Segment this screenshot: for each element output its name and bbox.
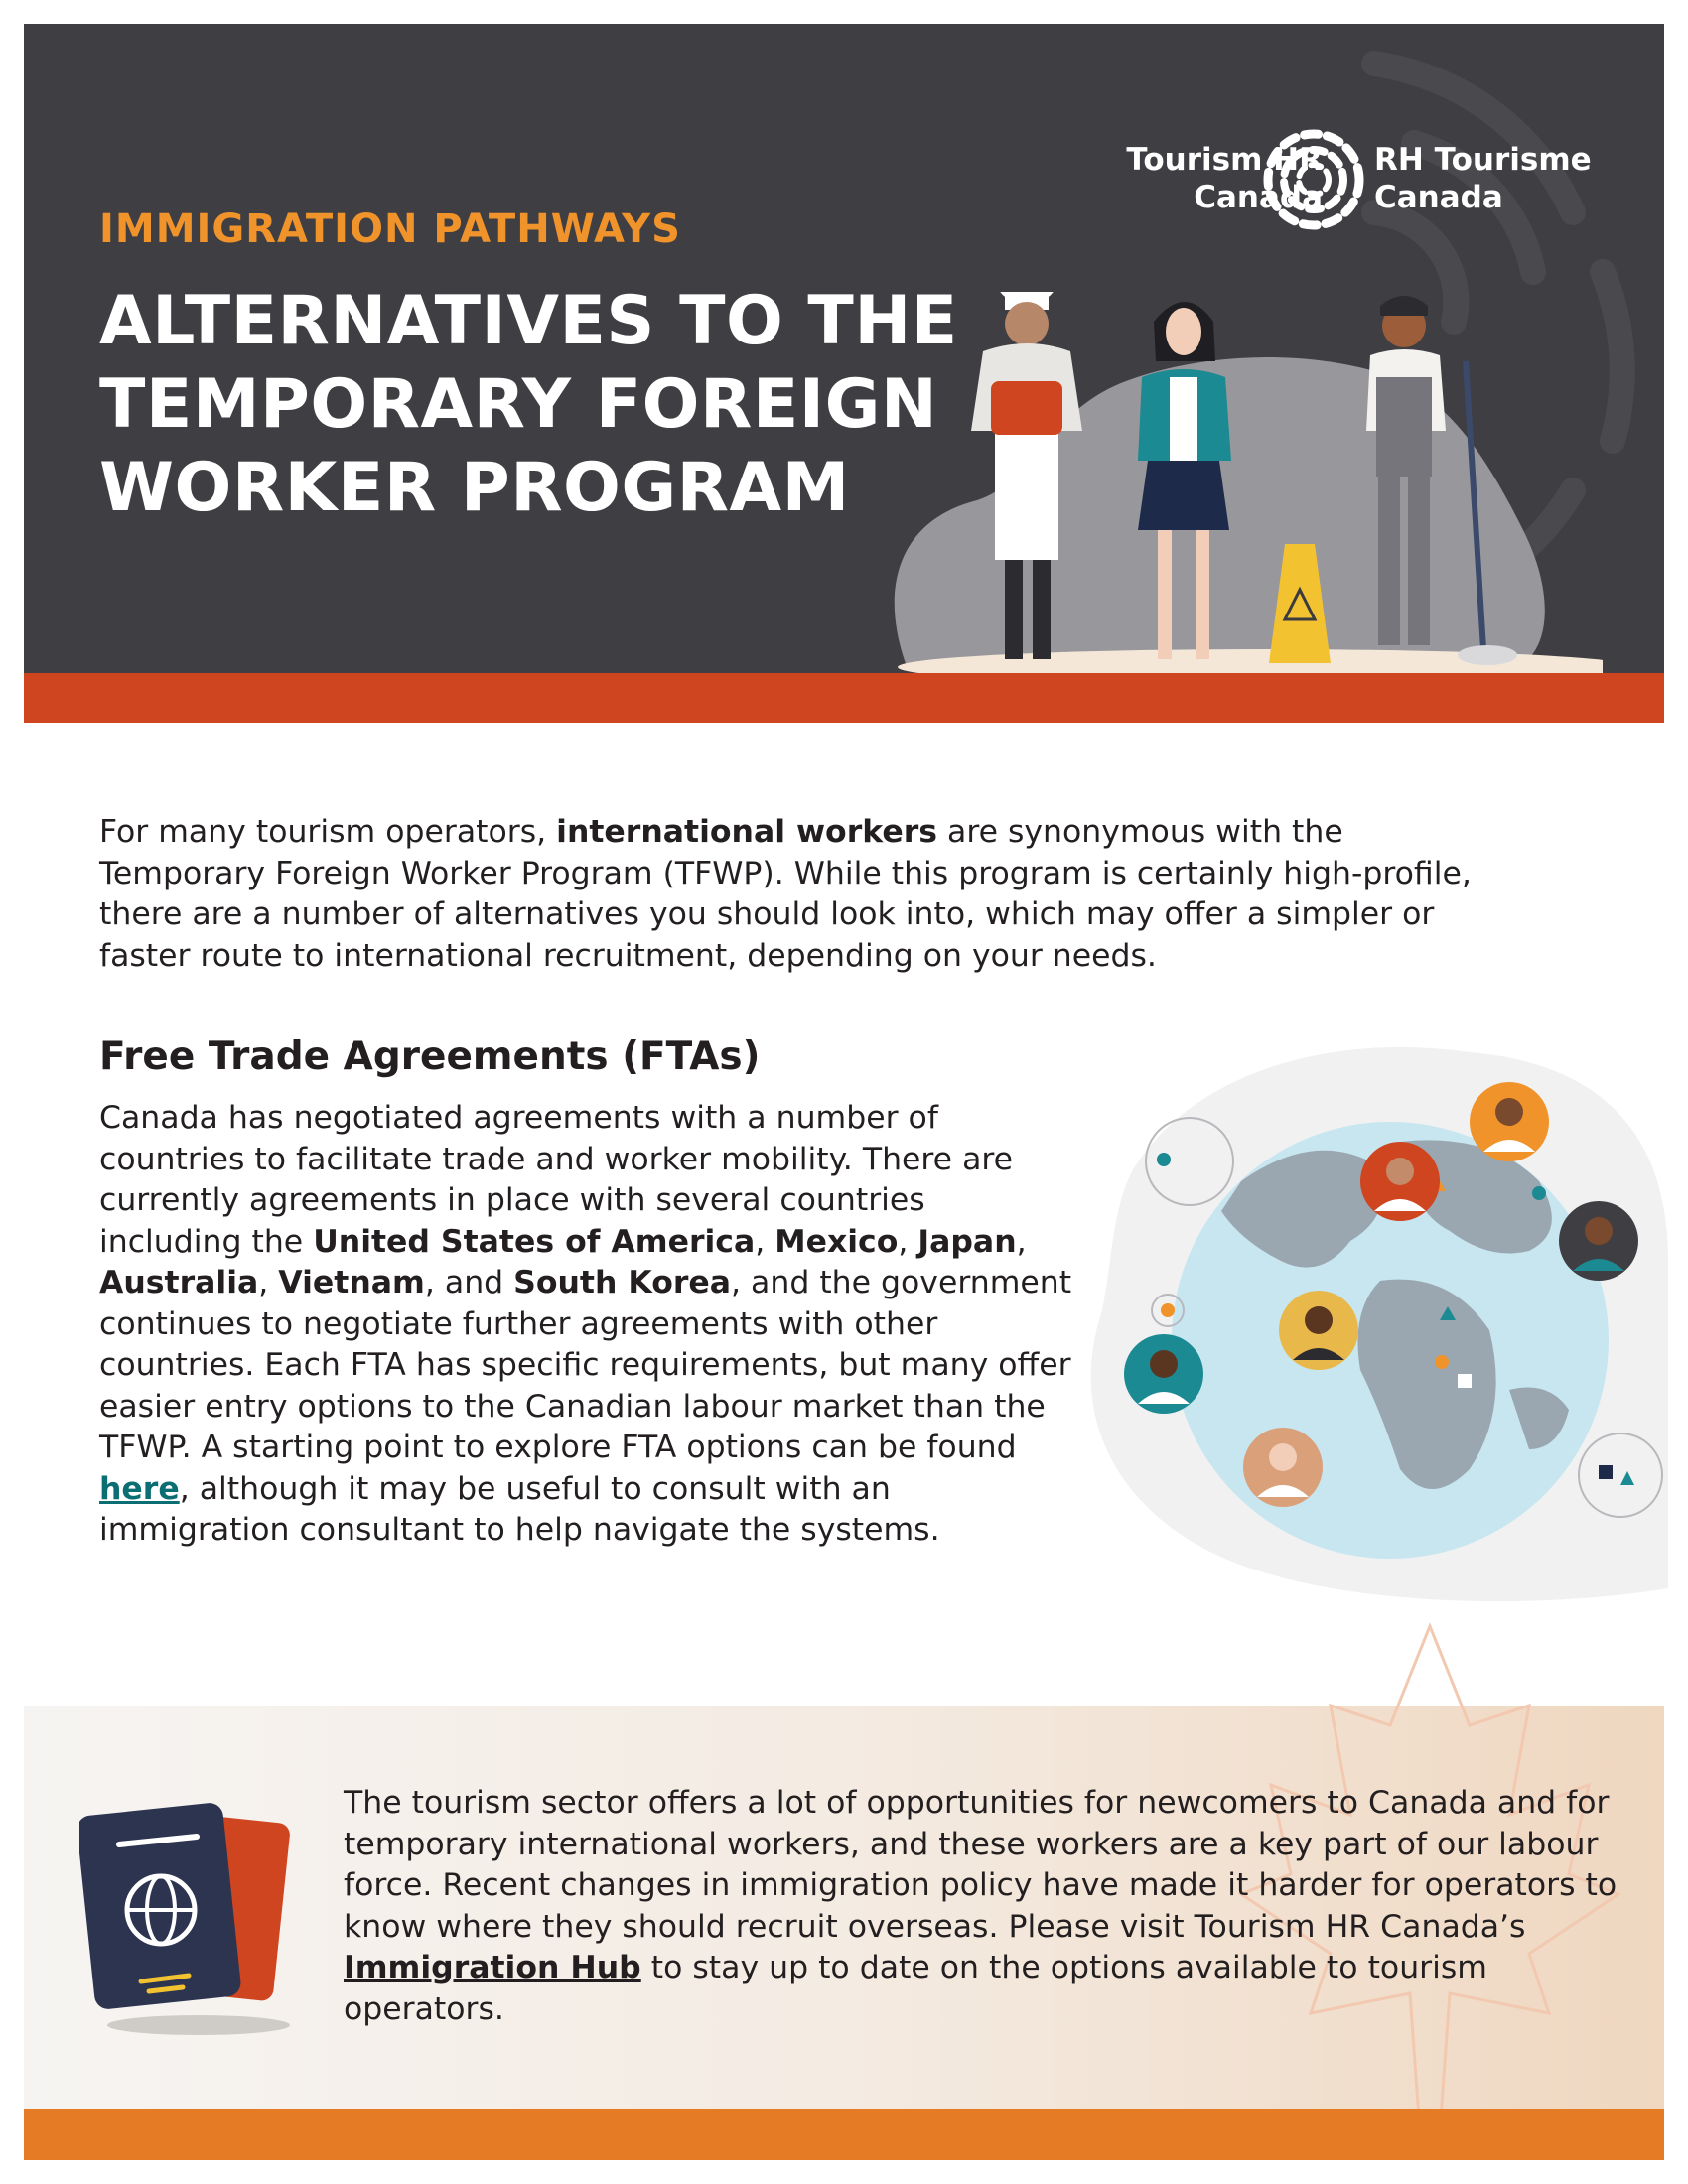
workers-illustration	[888, 292, 1603, 673]
person-avatar-icon	[1559, 1201, 1638, 1281]
fta-paragraph: Canada has negotiated agreements with a number of countries to facilitate trade and worker mobility. There are currently agreements in place with several countries including the United States of America, Mexico, Japan, Australia, Vietnam, and South Korea, and the government continues to negotiate further agreements with other countries. Each FTA has specific requirements, but many offer easier entry options to the Canadian labour market than the TFWP. A starting point to explore FTA options can be found here, although it may be useful to consult with an immigration consultant to help navigate the systems.	[99, 1100, 1072, 1548]
intro-paragraph: For many tourism operators, international workers are synonymous with the Temporary Foreign Worker Program (TFWP). While this program is certainly high-profile, there are a number of alternatives you should look into, which may offer a simpler or faster route to international recruitment, depending on your needs.	[99, 814, 1472, 974]
country-japan: Japan	[917, 1223, 1017, 1260]
country-south-korea: South Korea	[513, 1265, 732, 1300]
title-line: WORKER PROGRAM	[99, 449, 850, 527]
banner-accent-stripe	[24, 673, 1664, 723]
country-australia: Australia	[99, 1265, 259, 1300]
globe-illustration	[1072, 1013, 1668, 1608]
country-usa: United States of America	[313, 1223, 756, 1260]
eyebrow-label: IMMIGRATION PATHWAYS	[99, 206, 681, 252]
decorative-square-icon	[1458, 1374, 1472, 1388]
fta-heading: Free Trade Agreements (FTAs)	[99, 1034, 761, 1079]
footer-accent-stripe	[24, 2109, 1664, 2160]
person-avatar-icon	[1279, 1291, 1358, 1370]
logo-text-fr: RH Tourisme Canada	[1374, 142, 1592, 215]
title-line: TEMPORARY FOREIGN	[99, 365, 938, 444]
logo-swirl-icon	[1261, 127, 1366, 232]
fta-here-link[interactable]: here	[99, 1470, 180, 1507]
page-title	[99, 280, 958, 530]
passport-icon	[79, 1797, 298, 2035]
country-mexico: Mexico	[774, 1223, 899, 1260]
decorative-dot-icon	[1161, 1303, 1175, 1317]
tourism-hr-logo	[1025, 121, 1640, 250]
person-avatar-icon	[1470, 1082, 1549, 1161]
decorative-dot-icon	[1532, 1186, 1546, 1200]
person-avatar-icon	[1124, 1334, 1203, 1414]
decorative-dot-icon	[1435, 1355, 1449, 1369]
callout-paragraph: The tourism sector offers a lot of opportunities for newcomers to Canada and for temporary international workers, and these workers are a key part of our labour force. Recent changes in immigration policy have made it harder for operators to know where they should recruit overseas. Please visit Tourism HR Canada’s Immigration Hub to stay up to date on the options available to tourism operators.	[344, 1785, 1618, 2027]
person-avatar-icon	[1360, 1142, 1440, 1221]
person-avatar-icon	[1243, 1428, 1323, 1507]
decorative-dot-icon	[1157, 1153, 1171, 1166]
country-vietnam: Vietnam	[278, 1265, 425, 1300]
decorative-square-icon	[1599, 1465, 1613, 1479]
logo-text-en: Tourism HR Canada	[1126, 142, 1323, 215]
intro-emphasis: international workers	[556, 814, 937, 850]
header-banner	[24, 24, 1664, 673]
immigration-hub-link[interactable]: Immigration Hub	[344, 1950, 641, 1985]
title-line: ALTERNATIVES TO THE	[99, 282, 958, 360]
